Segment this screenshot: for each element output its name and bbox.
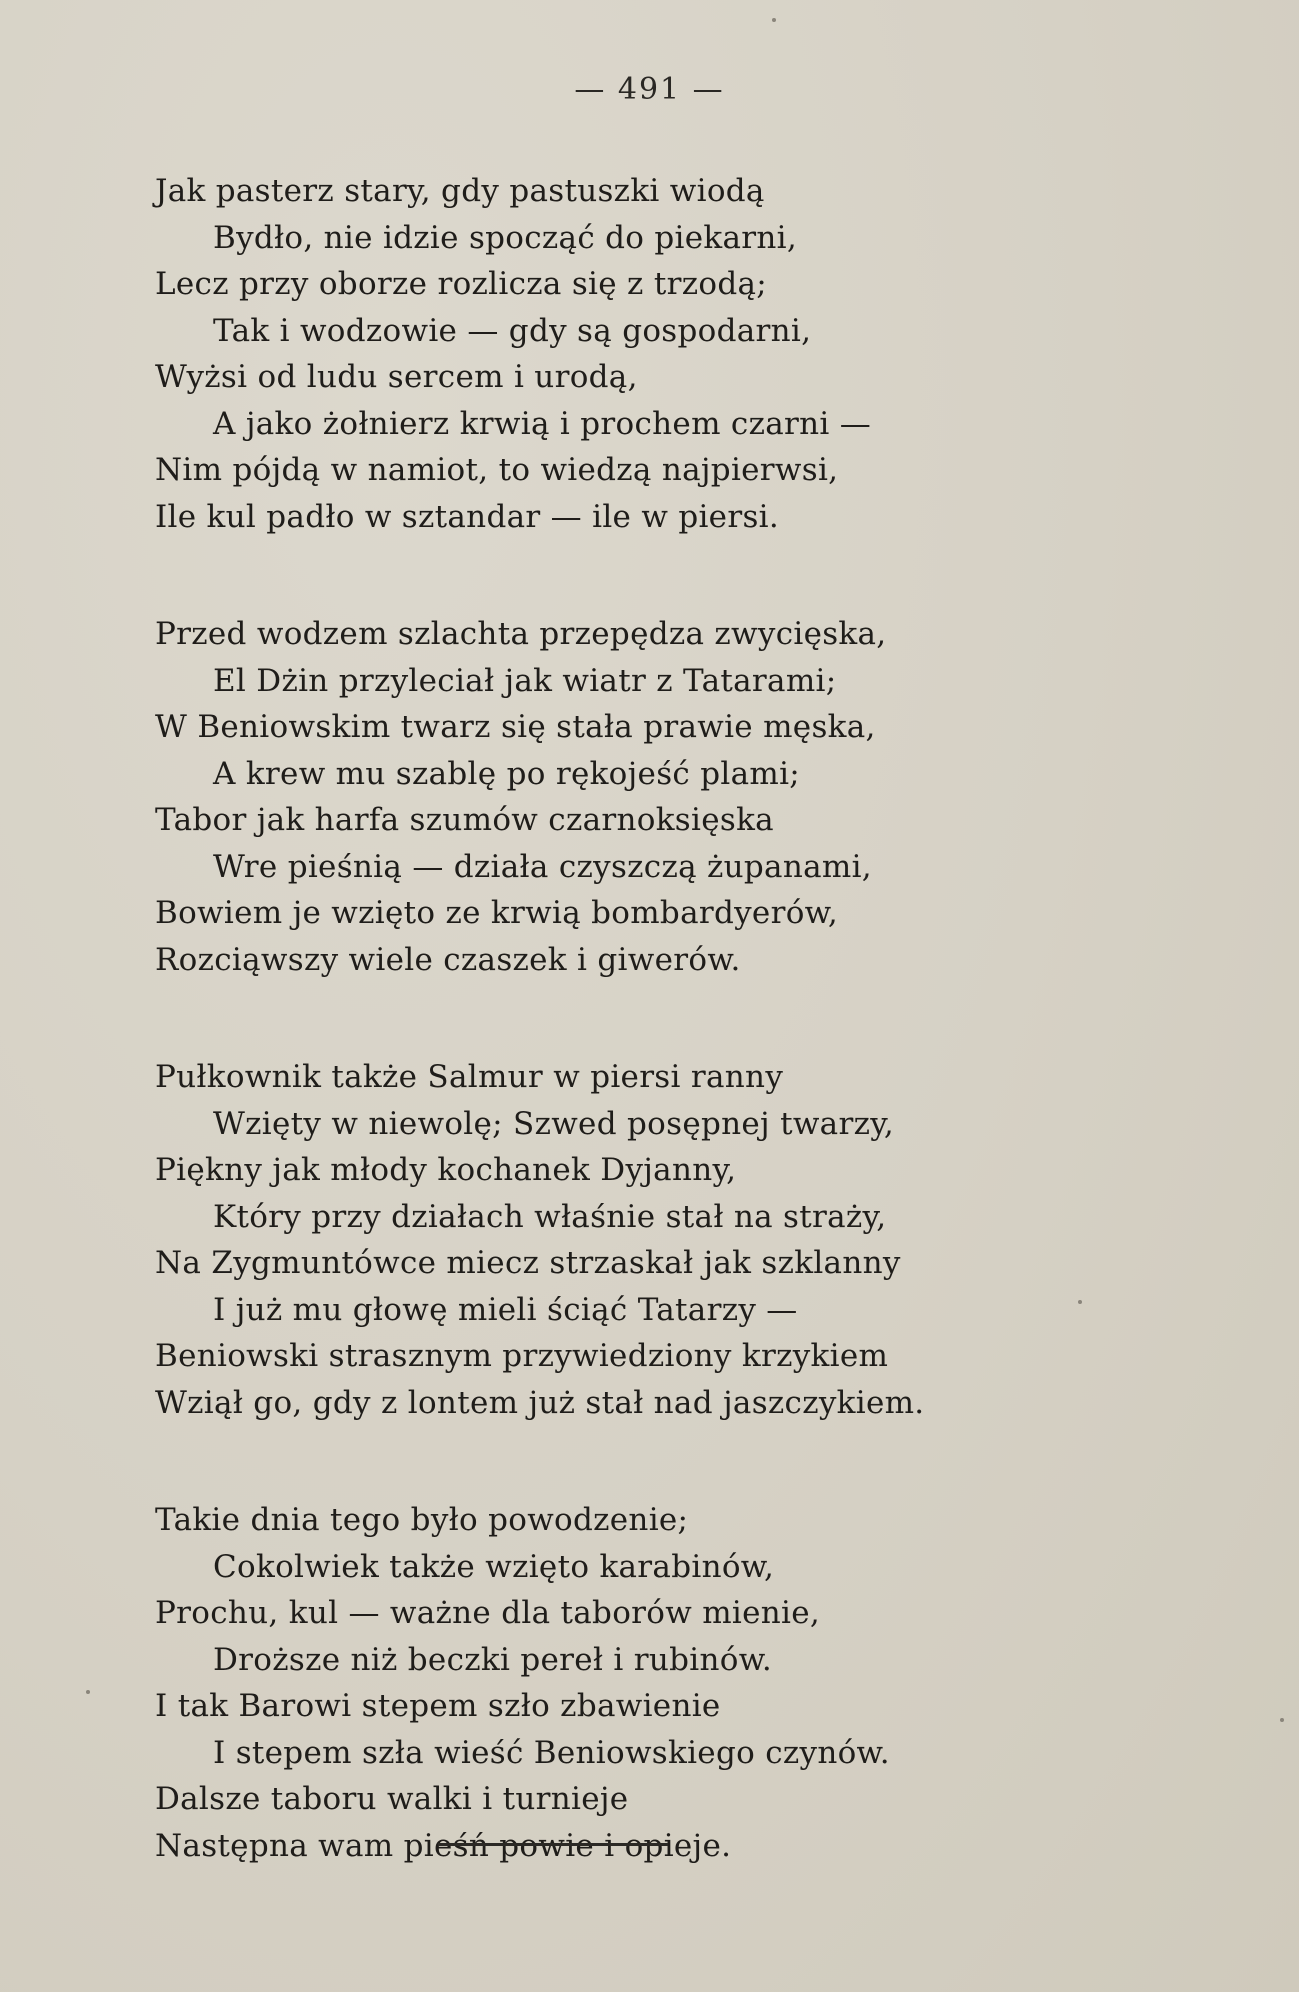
poem-line: Piękny jak młody kochanek Dyjanny,: [155, 1152, 737, 1188]
poem-line: Bowiem je wzięto ze krwią bombardyerów,: [155, 895, 838, 931]
end-rule-divider: [438, 1843, 668, 1846]
poem-line: I tak Barowi stepem szło zbawienie: [155, 1688, 721, 1724]
paper-speck: [1280, 1718, 1284, 1722]
poem-line: Rozciąwszy wiele czaszek i giwerów.: [155, 941, 741, 978]
poem-line: Wyżsi od ludu sercem i urodą,: [155, 359, 638, 395]
stanza: [155, 611, 1055, 983]
poem-line: Cokolwiek także wzięto karabinów,: [213, 1548, 775, 1585]
poem-line: A krew mu szablę po rękojeść plami;: [213, 755, 801, 792]
poem-line: Na Zygmuntówce miecz strzaskał jak szklanny: [155, 1245, 901, 1281]
poem-line: Prochu, kul — ważne dla taborów mienie,: [155, 1595, 821, 1631]
poem-line: Przed wodzem szlachta przepędza zwycięska,: [155, 616, 887, 652]
poem-line: Tak i wodzowie — gdy są gospodarni,: [213, 312, 812, 349]
poem-line: Ile kul padło w sztandar — ile w piersi.: [155, 498, 780, 535]
poem-line: Droższe niż beczki pereł i rubinów.: [213, 1641, 773, 1678]
poem-line: Tabor jak harfa szumów czarnoksięska: [155, 802, 774, 838]
poem-line: Takie dnia tego było powodzenie;: [155, 1502, 689, 1538]
stanza: [155, 168, 1055, 540]
poem-line: Beniowski strasznym przywiedziony krzykiem: [155, 1338, 889, 1374]
poem-line: Który przy działach właśnie stał na straży,: [213, 1198, 887, 1235]
poem-line: Wre pieśnią — działa czyszczą żupanami,: [213, 848, 872, 885]
poem-line: Dalsze taboru walki i turnieje: [155, 1781, 629, 1817]
poem-body: [155, 168, 1055, 1940]
poem-line: Bydło, nie idzie spocząć do piekarni,: [213, 219, 798, 256]
poem-line: Pułkownik także Salmur w piersi ranny: [155, 1059, 784, 1095]
poem-line: I stepem szła wieść Beniowskiego czynów.: [213, 1734, 890, 1771]
paper-speck: [86, 1690, 90, 1694]
poem-line: El Dżin przyleciał jak wiatr z Tatarami;: [213, 662, 837, 699]
paper-speck: [1078, 1300, 1082, 1304]
stanza: [155, 1054, 1055, 1426]
page-number: — 491 —: [574, 72, 725, 107]
paper-speck: [772, 18, 776, 22]
poem-line: A jako żołnierz krwią i prochem czarni —: [213, 405, 872, 442]
poem-line: I już mu głowę mieli ściąć Tatarzy —: [213, 1291, 798, 1328]
poem-line: Wzięty w niewolę; Szwed posępnej twarzy,: [213, 1105, 895, 1142]
poem-line: Lecz przy oborze rozlicza się z trzodą;: [155, 266, 767, 302]
stanza: [155, 1497, 1055, 1869]
poem-line: Wziął go, gdy z lontem już stał nad jaszczykiem.: [155, 1384, 925, 1421]
poem-line: Następna wam pieśń powie i opieje.: [155, 1827, 732, 1864]
poem-line: Nim pójdą w namiot, to wiedzą najpierwsi,: [155, 452, 839, 488]
poem-line: Jak pasterz stary, gdy pastuszki wiodą: [155, 173, 765, 209]
poem-line: W Beniowskim twarz się stała prawie męska,: [155, 709, 876, 745]
